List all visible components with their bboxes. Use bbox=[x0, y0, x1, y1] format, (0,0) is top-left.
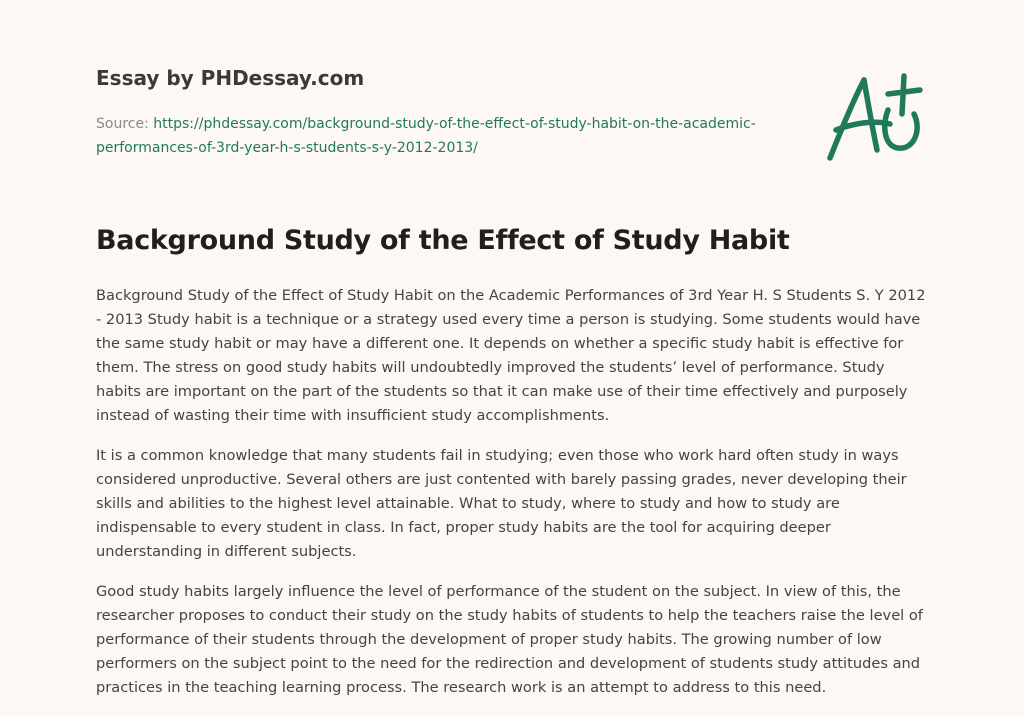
article-paragraph: Good study habits largely influence the level of performance of the student on the subject. In view of this, the researcher proposes to conduct their study on the study habits of students to help the teachers raise the level of performance of their students through the development of proper study habits. The growing number of low performers on the subject point to the need for the redirection and development of students study attitudes and practices in the teaching learning process. The research work is an attempt to address to this need. bbox=[96, 583, 923, 696]
article-paragraph: It is a common knowledge that many students fail in studying; even those who work hard often study in ways considered unproductive. Several others are just contented with barely passing grades, never developing their skills and abilities to the highest level attainable. What to study, where to study and how to study are indispensable to every student in class. In fact, proper study habits are the tool for acquiring deeper understanding in different subjects. bbox=[96, 447, 907, 560]
site-title: Essay by PHDessay.com bbox=[96, 66, 365, 90]
article-paragraph: Background Study of the Effect of Study Habit on the Academic Performances of 3rd Year H. S Students S. Y 2012 - 2013 Study habit is a technique or a strategy used every time a person is studying. Some students would have the same study habit or may have a different one. It depends on whether a specific study habit is effective for them. The stress on good study habits will undoubtedly improved the students’ level of performance. Study habits are important on the part of the students so that it can make use of their time effectively and purposely instead of wasting their time with insufficient study accomplishments. bbox=[96, 287, 926, 424]
article-title: Background Study of the Effect of Study Habit bbox=[96, 225, 790, 256]
a-plus-logo-icon bbox=[822, 68, 932, 168]
source-label: Source: bbox=[96, 116, 149, 132]
source-line bbox=[96, 112, 776, 160]
source-link[interactable]: https://phdessay.com/background-study-of-the-effect-of-study-habit-on-the-academic-performances-of-3rd-year-h-s-students-s-y-2012-2013/ bbox=[96, 116, 756, 156]
article-body bbox=[96, 284, 932, 716]
